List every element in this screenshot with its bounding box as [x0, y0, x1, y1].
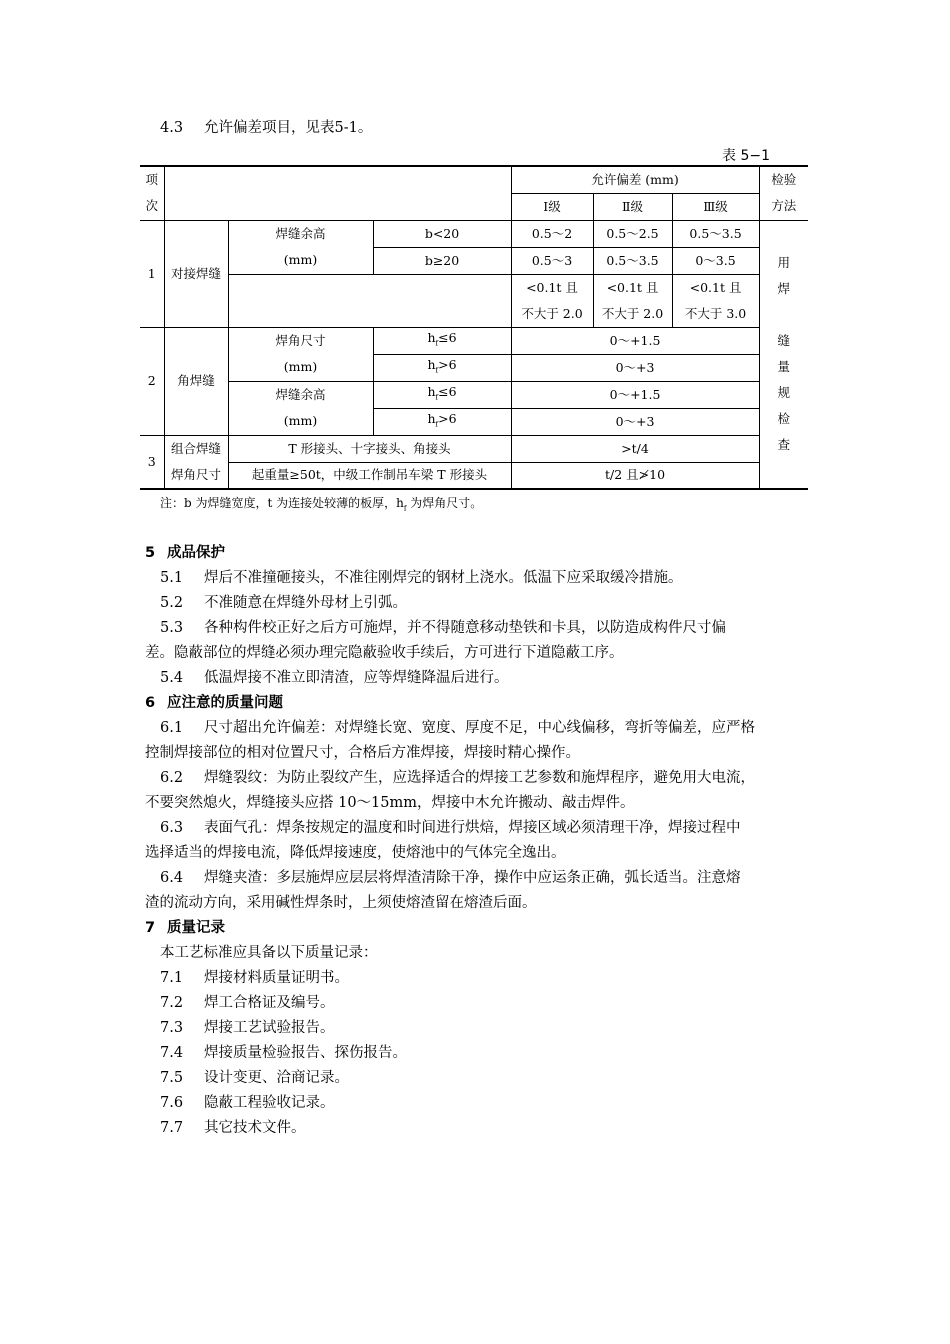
row2-sub-2-gt6: $h_f>6$ — [373, 408, 511, 435]
s6-p4-line2: 渣的流动方向，采用碱性焊条时，上须使熔渣留在熔渣后面。 — [145, 895, 537, 911]
s5-p2: 5.2 不准随意在焊缝外母材上引弧。 — [160, 595, 407, 611]
row2-sub-1-gt6: $h_f>6$ — [373, 354, 511, 381]
row1-name: 对接焊缝 — [164, 220, 228, 327]
row2-sub-1-gt6-value: 0～+3 — [511, 354, 759, 381]
row1-cond-1-g1: 0.5～2 — [511, 220, 593, 247]
header-method-cell: 检验 方法 — [759, 166, 808, 220]
row2-name: 角焊缝 — [164, 327, 228, 435]
section-7-heading: 7 质量记录 — [145, 920, 225, 936]
row2-sub-2-le6-value: 0～+1.5 — [511, 381, 759, 408]
row3-cond-2: 起重量≥50t，中级工作制吊车梁 T 形接头 — [228, 462, 511, 489]
header-allowance: 允许偏差 (mm) — [511, 166, 759, 193]
s5-p3-line2: 差。隐蔽部位的焊缝必须办理完隐蔽验收手续后，方可进行下道隐蔽工序。 — [145, 645, 624, 661]
intro-line — [160, 118, 372, 138]
s6-p1-line2: 控制焊接部位的相对位置尺寸，合格后方准焊接，焊接时精心操作。 — [145, 745, 580, 761]
header-grade-2: Ⅱ级 — [593, 193, 672, 220]
s6-p2-line1: 6.2 焊缝裂纹：为防止裂纹产生，应选择适合的焊接工艺参数和施焊程序，避免用大电流， — [160, 770, 755, 786]
row3-name: 组合焊缝 焊角尺寸 — [164, 435, 228, 489]
s7-item: 7.1 焊接材料质量证明书。 — [160, 970, 349, 986]
s5-p1: 5.1 焊后不准撞砸接头，不准往刚焊完的钢材上浇水。低温下应采取缓冷措施。 — [160, 570, 683, 586]
method-cell — [759, 220, 808, 489]
s7-item: 7.6 隐蔽工程验收记录。 — [160, 1095, 335, 1111]
s6-p3-line2: 选择适当的焊接电流，降低焊接速度，使熔池中的气体完全逸出。 — [145, 845, 566, 861]
method-text: 用 焊 缝 量 规 检 查 — [777, 255, 791, 453]
section-5-heading: 5 成品保护 — [145, 545, 225, 561]
section-6-heading: 6 应注意的质量问题 — [145, 695, 283, 711]
row1-cond-2: b≥20 — [373, 247, 511, 274]
s7-item: 7.2 焊工合格证及编号。 — [160, 995, 335, 1011]
row2-sub-2-le6: $h_f\le 6$ — [373, 381, 511, 408]
header-grade-3: Ⅲ级 — [672, 193, 759, 220]
row1-cond-3-g3: <0.1t 且 不大于 3.0 — [672, 274, 759, 327]
row2-sub-2-gt6-value: 0～+3 — [511, 408, 759, 435]
header-grade-1: Ⅰ级 — [511, 193, 593, 220]
header-blank-cell — [164, 166, 511, 220]
intro-number: 4.3 — [160, 120, 184, 136]
row1-cond-1-g2: 0.5～2.5 — [593, 220, 672, 247]
row1-cond-2-g2: 0.5～3.5 — [593, 247, 672, 274]
s7-item: 7.4 焊接质量检验报告、探伤报告。 — [160, 1045, 407, 1061]
s6-p3-line1: 6.3 表面气孔：焊条按规定的温度和时间进行烘焙，焊接区域必须清理干净，焊接过程中 — [160, 820, 741, 836]
s5-p4: 5.4 低温焊接不准立即清渣，应等焊缝降温后进行。 — [160, 670, 509, 686]
s6-p4-line1: 6.4 焊缝夹渣：多层施焊应层层将焊渣清除干净，操作中应运条正确，弧长适当。注意熔 — [160, 870, 741, 886]
s7-item: 7.5 设计变更、洽商记录。 — [160, 1070, 349, 1086]
intro-text: 允许偏差项目，见表5-1。 — [204, 120, 373, 136]
header-item-cell: 项 次 — [140, 166, 164, 220]
row2-sub-1: 焊角尺寸 (mm) — [228, 327, 373, 381]
row3-cond-1-value: >t/4 — [511, 435, 759, 462]
s6-p1-line1: 6.1 尺寸超出允许偏差：对焊缝长宽、宽度、厚度不足，中心线偏移，弯折等偏差，应严格 — [160, 720, 755, 736]
row3-number: 3 — [140, 435, 164, 489]
tolerance-table — [140, 165, 808, 490]
row2-sub-2: 焊缝余高 (mm) — [228, 381, 373, 435]
s7-intro: 本工艺标准应具备以下质量记录： — [160, 945, 378, 961]
row1-cond-3-g1: <0.1t 且 不大于 2.0 — [511, 274, 593, 327]
row1-cond-3-g2: <0.1t 且 不大于 2.0 — [593, 274, 672, 327]
row1-sub: 焊缝余高 (mm) — [228, 220, 373, 274]
row1-cond-3-blank — [228, 274, 511, 327]
s7-item: 7.7 其它技术文件。 — [160, 1120, 306, 1136]
row2-sub-1-le6-value: 0～+1.5 — [511, 327, 759, 354]
table-note: 注：b 为焊缝宽度，t 为连接处较薄的板厚，$h_f$ 为焊角尺寸。 — [160, 496, 483, 513]
row3-cond-1: T 形接头、十字接头、角接头 — [228, 435, 511, 462]
row1-cond-1: b<20 — [373, 220, 511, 247]
row1-number: 1 — [140, 220, 164, 327]
row2-number: 2 — [140, 327, 164, 435]
row2-sub-1-le6: $h_f\le 6$ — [373, 327, 511, 354]
row1-cond-1-g3: 0.5～3.5 — [672, 220, 759, 247]
row1-cond-2-g3: 0～3.5 — [672, 247, 759, 274]
row1-cond-2-g1: 0.5～3 — [511, 247, 593, 274]
row3-cond-2-value: t/2 且≯10 — [511, 462, 759, 489]
s7-item: 7.3 焊接工艺试验报告。 — [160, 1020, 335, 1036]
table-caption: 表 5−1 — [722, 148, 770, 164]
s5-p3-line1: 5.3 各种构件校正好之后方可施焊，并不得随意移动垫铁和卡具，以防造成构件尺寸偏 — [160, 620, 726, 636]
s6-p2-line2: 不要突然熄火，焊缝接头应搭 10～15mm，焊接中木允许搬动、敲击焊件。 — [145, 795, 635, 811]
